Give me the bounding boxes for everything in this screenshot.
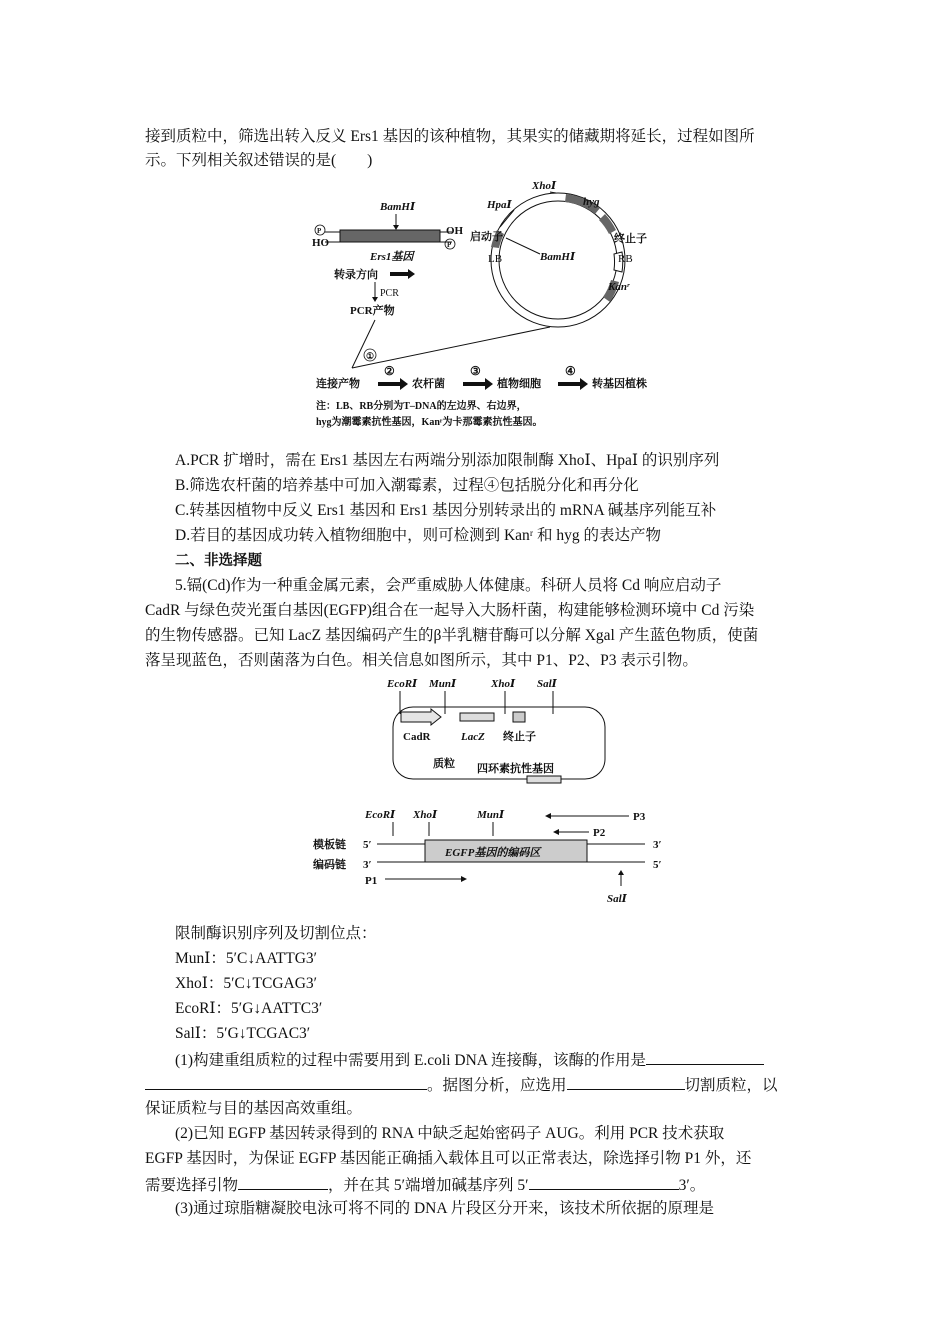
answer-blank-1b[interactable] <box>145 1073 427 1090</box>
q1-line-2: 。据图分析，应选用 切割质粒，以 <box>145 1073 778 1097</box>
q2-line-2: EGFP 基因时，为保证 EGFP 基因能正确插入载体且可以正常表达，除选择引物 P1 外，还 <box>145 1150 752 1167</box>
option-a: A.PCR 扩增时，需在 Ers1 基因左右两端分别添加限制酶 XhoⅠ、HpaⅠ 的识别序列 <box>175 452 720 469</box>
transcription-arrow-icon <box>390 269 415 279</box>
lacz-box <box>460 713 494 721</box>
option-c: C.转基因植物中反义 Ers1 基因和 Ers1 基因分别转录出的 mRNA 碱基序列能互补 <box>175 502 717 519</box>
q1-line-3: 保证质粒与目的基因高效重组。 <box>145 1100 363 1117</box>
lacz-label: LacZ <box>461 731 485 743</box>
q2-line-3: 需要选择引物 ，并在其 5′端增加碱基序列 5′ 3′。 <box>145 1173 705 1197</box>
step-3-label: ③ <box>470 364 481 378</box>
enzyme-xho: XhoⅠ：5′C↓TCGAG3′ <box>175 975 318 992</box>
svg-text:P: P <box>317 227 322 235</box>
answer-blank-2a[interactable] <box>238 1173 328 1190</box>
svg-text:P: P <box>447 241 452 249</box>
q5-line-1: 5.镉(Cd)作为一种重金属元素，会严重威胁人体健康。科研人员将 Cd 响应启动子 <box>175 577 722 594</box>
arrow-3-icon <box>463 378 493 390</box>
xhoi-plasmid-label: XhoⅠ <box>532 180 557 192</box>
rb-label: RB <box>618 253 633 265</box>
transgenic-plant-label: 转基因植株 <box>592 378 647 390</box>
plasmid-label: 质粒 <box>433 758 455 770</box>
step-2-label: ② <box>384 364 395 378</box>
cadr-arrow-icon <box>401 709 441 725</box>
pcr-product-label: PCR产物 <box>350 305 395 317</box>
q1-line-1: (1)构建重组质粒的过程中需要用到 E.coli DNA 连接酶，该酶的作用是 <box>175 1048 764 1072</box>
q3-line-1: (3)通过琼脂糖凝胶电泳可将不同的 DNA 片段区分开来，该技术所依据的原理是 <box>175 1200 715 1217</box>
answer-blank-2b[interactable] <box>529 1173 679 1190</box>
kan-label: Kanʳ <box>608 281 630 293</box>
enzyme-sal: SalⅠ：5′G↓TCGAC3′ <box>175 1025 311 1042</box>
answer-blank-1c[interactable] <box>567 1073 685 1090</box>
terminator-segment <box>599 214 616 234</box>
xhoi-fragment-label: XhoⅠ <box>413 809 438 821</box>
svg-text:3′: 3′ <box>363 859 372 871</box>
step-4-label: ④ <box>565 364 576 378</box>
svg-text:5′: 5′ <box>653 859 662 871</box>
oh-label: OH <box>446 225 464 237</box>
arrow-2-icon <box>378 378 408 390</box>
section-title: 二、非选择题 <box>175 553 262 569</box>
q5-line-4: 落呈现蓝色，否则菌落为白色。相关信息如图所示，其中 P1、P2、P3 表示引物。 <box>145 652 698 669</box>
xhoi-plasmid-label-2: XhoⅠ <box>491 678 516 690</box>
intro-line-2: 示。下列相关叙述错误的是( ) <box>145 152 373 169</box>
step-1-label: ① <box>366 351 375 361</box>
tet-resistance-label: 四环素抗性基因 <box>477 763 554 775</box>
agrobacterium-label: 农杆菌 <box>412 378 445 390</box>
promoter-label: 启动子 <box>470 231 503 243</box>
q5-line-2: CadR 与绿色荧光蛋白基因(EGFP)组合在一起导入大肠杆菌，构建能够检测环境中 Cd 污染 <box>145 602 755 619</box>
ligation-product-label: 连接产物 <box>316 378 360 390</box>
terminator-label-2: 终止子 <box>503 731 536 743</box>
transcription-direction-label: 转录方向 <box>334 269 378 281</box>
arrow-4-icon <box>558 378 588 390</box>
figure-2-plasmid-and-egfp <box>305 672 685 908</box>
note-line-2: hyg为潮霉素抗性基因，Kanʳ为卡那霉素抗性基因。 <box>316 417 543 428</box>
hyg-label: hyg <box>583 196 600 208</box>
ecori-fragment-label: EcoRⅠ <box>365 809 396 821</box>
coding-strand-label: 编码链 <box>313 859 346 871</box>
q5-line-3: 的生物传感器。已知 LacZ 基因编码产生的β半乳糖苷酶可以分解 Xgal 产生蓝色物质，使菌 <box>145 627 759 644</box>
intro-line-1: 接到质粒中，筛选出转入反义 Ers1 基因的该种植物，其果实的储藏期将延长，过程如图所 <box>145 128 755 145</box>
lb-label: LB <box>488 253 503 265</box>
figure-1-transgenic-process <box>300 172 700 434</box>
ers1-gene-label: Ers1基因 <box>370 251 414 263</box>
sali-plasmid-label: SalⅠ <box>537 678 557 690</box>
template-strand-label: 模板链 <box>313 839 346 851</box>
bamhi-plasmid-label: BamHⅠ <box>540 251 576 263</box>
p2-label: P2 <box>593 827 606 839</box>
ecori-plasmid-label: EcoRⅠ <box>387 678 418 690</box>
p1-label: P1 <box>365 875 378 887</box>
terminator-box <box>513 712 525 722</box>
option-b: B.筛选农杆菌的培养基中可加入潮霉素，过程④包括脱分化和再分化 <box>175 477 639 494</box>
ho-label: HO <box>312 237 330 249</box>
hpai-label: HpaⅠ <box>487 199 512 211</box>
enzyme-mun: MunⅠ：5′C↓AATTG3′ <box>175 950 318 967</box>
enzyme-list-title: 限制酶识别序列及切割位点： <box>175 925 377 942</box>
bamhi-top-label: BamHⅠ <box>380 201 416 213</box>
p3-label: P3 <box>633 811 646 823</box>
cadr-label: CadR <box>403 731 431 743</box>
tet-gene-box <box>527 776 561 783</box>
plant-cell-label: 植物细胞 <box>497 378 541 390</box>
muni-plasmid-label: MunⅠ <box>429 678 457 690</box>
svg-text:5′: 5′ <box>363 839 372 851</box>
q2-line-1: (2)已知 EGFP 基因转录得到的 RNA 中缺乏起始密码子 AUG。利用 PCR 技术获取 <box>175 1125 725 1142</box>
note-line-1: 注：LB、RB分别为T–DNA的左边界、右边界， <box>316 401 527 412</box>
terminator-label: 终止子 <box>614 233 647 245</box>
svg-text:3′: 3′ <box>653 839 662 851</box>
sali-fragment-label: SalⅠ <box>607 893 627 905</box>
pcr-label: PCR <box>380 288 399 299</box>
muni-fragment-label: MunⅠ <box>477 809 505 821</box>
enzyme-eco: EcoRⅠ：5′G↓AATTC3′ <box>175 1000 323 1017</box>
egfp-region-label: EGFP基因的编码区 <box>445 847 541 859</box>
option-d: D.若目的基因成功转入植物细胞中，则可检测到 Kanʳ 和 hyg 的表达产物 <box>175 527 662 544</box>
answer-blank-1a[interactable] <box>646 1048 764 1065</box>
ers1-gene-bar <box>340 230 440 242</box>
